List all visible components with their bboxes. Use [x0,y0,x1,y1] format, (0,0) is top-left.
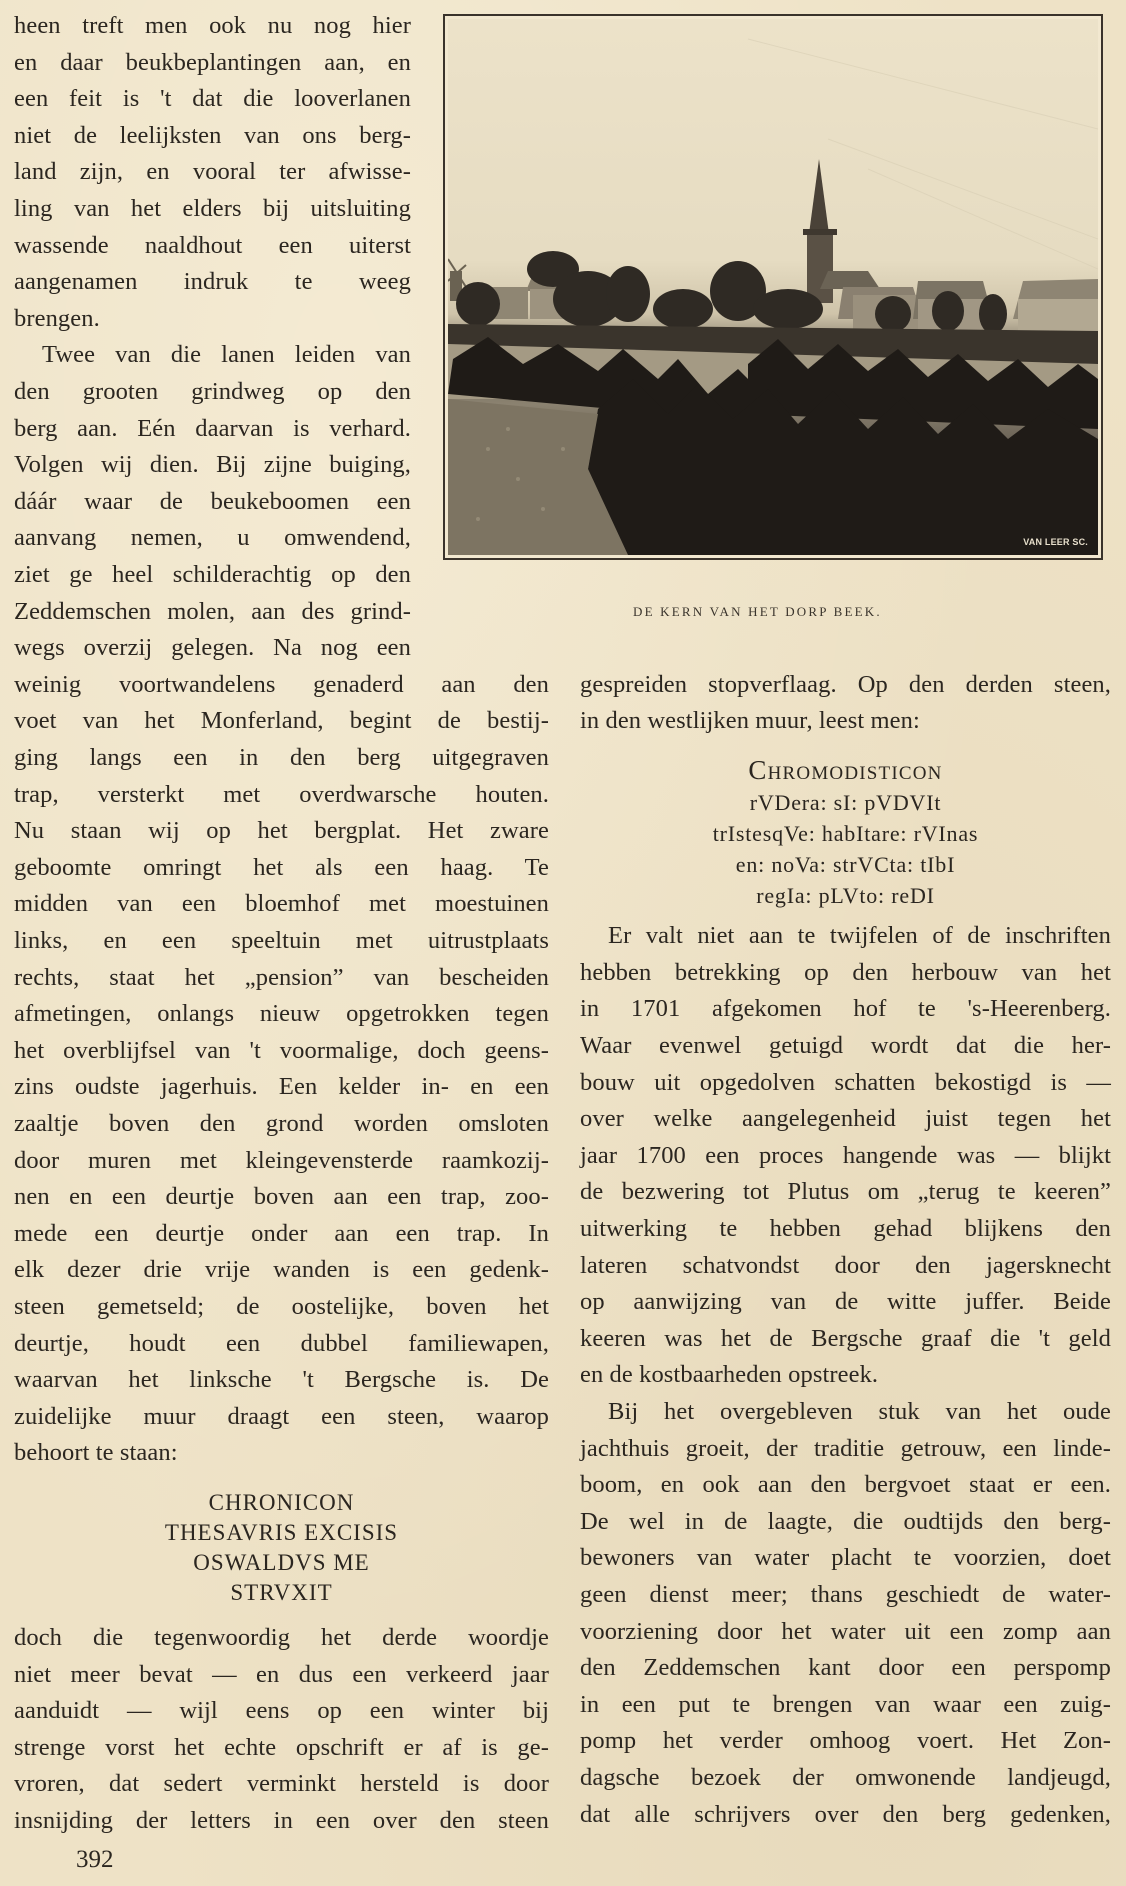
text-line: niet de leelijksten van ons berg- [14,122,411,149]
page-number: 392 [76,1846,114,1873]
text-line: Volgen wij dien. Bij zijne buiging, [14,451,411,478]
text-line: lateren schatvondst door den jagersknecht [580,1252,1111,1279]
text-line: bewoners van water placht te voorzien, doet [580,1544,1111,1571]
text-line: geen dienst meer; thans geschiedt de water- [580,1581,1111,1608]
text-line: in 1701 afgekomen hof te 's-Heerenberg. [580,995,1111,1022]
inscription-line: regIa: pLVto: reDI [756,883,935,908]
text-line: keeren was het de Bergsche graaf die 't geld [580,1325,1111,1352]
text-line: in een put te brengen van waar een zuig- [580,1691,1111,1718]
text-line: den grooten grindweg op den [14,378,411,405]
text-line: hebben betrekking op den herbouw van het [580,959,1111,986]
text-line: steen gemetseld; de oostelijke, boven het [14,1293,549,1320]
photo-frame [443,14,1103,560]
text-line: zins oudste jagerhuis. Een kelder in- en een [14,1073,549,1100]
text-line: gespreiden stopverflaag. Op den derden steen, [580,671,1111,698]
engraver-signature: VAN LEER SC. [1023,537,1088,547]
text-line: weinig voortwandelens genaderd aan den [14,671,549,698]
text-line: aanduidt — wijl eens op een winter bij [14,1697,549,1724]
text-line: wassende naaldhout een uiterst [14,232,411,259]
text-line: voet van het Monferland, begint de bestij- [14,707,549,734]
text-line: in den westlijken muur, leest men: [580,707,920,734]
text-line: het overblijfsel van 't voormalige, doch geens- [14,1037,549,1064]
text-line: midden van een bloemhof met moestuinen [14,890,549,917]
text-line: ling van het elders bij uitsluiting [14,195,411,222]
text-line: jaar 1700 een proces hangende was — blijkt [580,1142,1111,1169]
text-line: uitwerking te hebben gehad blijkens den [580,1215,1111,1242]
text-line: aangenamen indruk te weeg [14,268,411,295]
chromodisticon-inscription [580,753,1111,911]
text-line: afmetingen, onlangs nieuw opgetrokken tegen [14,1000,549,1027]
text-line: voorziening door het water uit een zomp aan [580,1618,1111,1645]
text-line: Waar evenwel getuigd wordt dat die her- [580,1032,1111,1059]
text-line: en daar beukbeplantingen aan, en [14,49,411,76]
text-line: pomp het verder omhoog voert. Het Zon- [580,1727,1111,1754]
text-line: dat alle schrijvers over den berg gedenken, [580,1801,1111,1828]
text-line: bouw uit opgedolven schatten bekostigd is — [580,1069,1111,1096]
text-line: Zeddemschen molen, aan des grind- [14,598,411,625]
text-line: vroren, dat sedert verminkt hersteld is door [14,1770,549,1797]
text-line: Bij het overgebleven stuk van het oude [608,1398,1111,1425]
text-line: mede een deurtje onder aan een trap. In [14,1220,549,1247]
text-line: rechts, staat het „pension” van bescheiden [14,964,549,991]
text-line: deurtje, houdt een dubbel familiewapen, [14,1330,549,1357]
text-line: berg aan. Eén daarvan is verhard. [14,415,411,442]
text-line: en de kostbaarheden opstreek. [580,1361,879,1388]
text-line: doch die tegenwoordig het derde woordje [14,1624,549,1651]
text-line: zuidelijke muur draagt een steen, waarop [14,1403,549,1430]
text-line: Nu staan wij op het bergplat. Het zware [14,817,549,844]
text-line: behoort te staan: [14,1439,178,1466]
text-line: dagsche bezoek der omwonende landjeugd, [580,1764,1111,1791]
text-line: trap, versterkt met overdwarsche houten. [14,781,549,808]
text-line: nen en een deurtje boven aan een trap, zoo- [14,1183,549,1210]
inscription-line: OSWALDVS ME [193,1550,370,1575]
text-line: strenge vorst het echte opschrift er af is ge- [14,1734,549,1761]
figure-caption: DE KERN VAN HET DORP BEEK. [633,604,882,619]
inscription-line: en: noVa: strVCta: tIbI [735,852,956,877]
text-line: heen treft men ook nu nog hier [14,12,411,39]
landscape-illustration-icon [448,19,1098,555]
text-line: links, en een speeltuin met uitrustplaats [14,927,549,954]
text-line: ging langs een in den berg uitgegraven [14,744,549,771]
text-line: brengen. [14,305,100,332]
text-line: zaaltje boven den grond worden omsloten [14,1110,549,1137]
inscription-title: Chromodisticon [748,755,943,785]
inscription-line: CHRONICON [208,1490,355,1515]
inscription-line: STRVXIT [230,1580,333,1605]
text-line: Er valt niet aan te twijfelen of de inschriften [608,922,1111,949]
text-line: niet meer bevat — en dus een verkeerd jaar [14,1661,549,1688]
inscription-line: trIstesqVe: habItare: rVInas [712,821,979,846]
text-line: geboomte omringt het als een haag. Te [14,854,549,881]
text-line: jachthuis groeit, der traditie getrouw, een linde- [580,1435,1111,1462]
text-line: waarvan het linksche 't Bergsche is. De [14,1366,549,1393]
text-line: de bezwering tot Plutus om „terug te keeren” [580,1178,1111,1205]
text-line: door muren met kleingevensterde raamkozij- [14,1147,549,1174]
text-line: dáár waar de beukeboomen een [14,488,411,515]
text-line: wegs overzij gelegen. Na nog een [14,634,411,661]
text-line: land zijn, en vooral ter afwisse- [14,158,411,185]
village-photograph [448,19,1098,555]
text-line: aanvang nemen, u omwendend, [14,524,411,551]
text-line: den Zeddemschen kant door een perspomp [580,1654,1111,1681]
text-line: De wel in de laagte, die oudtijds den berg- [580,1508,1111,1535]
text-line: Twee van die lanen leiden van [42,341,411,368]
inscription-line: THESAVRIS EXCISIS [164,1520,399,1545]
text-line: insnijding der letters in een over den steen [14,1807,549,1834]
text-line: over welke aangelegenheid juist tegen het [580,1105,1111,1132]
text-line: elk dezer drie vrije wanden is een gedenk- [14,1256,549,1283]
text-line: ziet ge heel schilderachtig op den [14,561,411,588]
text-line: boom, en ook aan den bergvoet staat er een. [580,1471,1111,1498]
chronicon-inscription [14,1488,549,1608]
inscription-line: rVDera: sI: pVDVIt [749,790,942,815]
text-line: op aanwijzing van de witte juffer. Beide [580,1288,1111,1315]
text-line: een feit is 't dat die looverlanen [14,85,411,112]
